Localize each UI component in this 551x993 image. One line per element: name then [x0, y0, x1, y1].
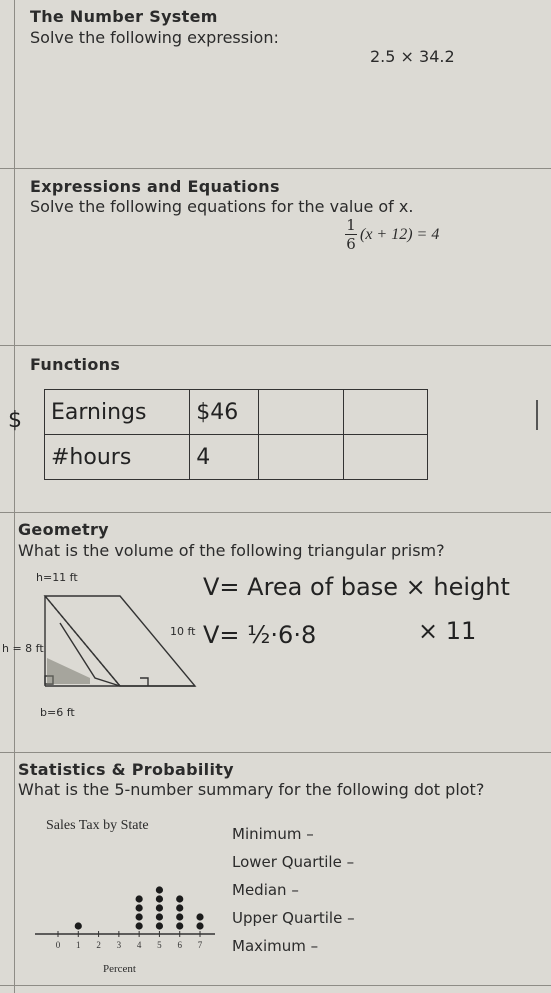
row-value-hours: 4 [190, 435, 259, 480]
bracket-mark [536, 400, 538, 430]
row-label-hours: #hours [45, 435, 190, 480]
fraction-numerator: 1 [346, 216, 356, 234]
statistics-question: What is the 5-number summary for the following dot plot? [18, 780, 485, 799]
data-dot [156, 913, 163, 920]
number-system-heading: The Number System [30, 7, 218, 26]
summary-median: Median – [232, 881, 299, 899]
geometry-heading: Geometry [18, 520, 109, 539]
data-dot [176, 922, 183, 929]
earnings-table [44, 389, 428, 480]
row-value-earnings: $46 [190, 390, 259, 435]
divider-4 [0, 752, 551, 753]
empty-cell[interactable] [343, 390, 427, 435]
data-dot [176, 895, 183, 902]
left-margin-line [14, 0, 15, 993]
data-dot [136, 904, 143, 911]
work-line-1: V= Area of base × height [203, 573, 510, 601]
geometry-question: What is the volume of the following triangular prism? [18, 541, 445, 560]
tick-label: 3 [116, 940, 122, 950]
dollar-marker: $ [8, 408, 22, 433]
label-base: b=6 ft [40, 706, 75, 719]
data-dot [156, 886, 163, 893]
data-dot [156, 904, 163, 911]
data-dot [136, 913, 143, 920]
tick-label: 4 [136, 940, 142, 950]
expressions-instruction: Solve the following equations for the value of x. [30, 197, 414, 216]
data-dot [75, 922, 82, 929]
data-dot [196, 922, 203, 929]
fraction-denominator: 6 [346, 235, 356, 253]
data-dot [156, 922, 163, 929]
tick-label: 1 [76, 940, 81, 950]
statistics-heading: Statistics & Probability [18, 760, 234, 779]
equation [345, 216, 439, 253]
five-number-summary [232, 820, 355, 960]
tick-label: 0 [55, 940, 61, 950]
label-left: h = 8 ft [2, 642, 44, 655]
data-dot [176, 913, 183, 920]
empty-cell[interactable] [259, 435, 343, 480]
functions-heading: Functions [30, 355, 121, 374]
label-slant: 10 ft [170, 625, 196, 638]
divider-2 [0, 345, 551, 346]
dot-plot-title: Sales Tax by State [46, 818, 149, 833]
work-line-2b: × 11 [418, 617, 477, 645]
tick-label: 2 [96, 940, 101, 950]
tick-label: 6 [177, 940, 182, 950]
dot-plot [30, 838, 230, 968]
divider-5 [0, 985, 551, 986]
data-dot [136, 895, 143, 902]
summary-maximum: Maximum – [232, 937, 319, 955]
data-dot [196, 913, 203, 920]
divider-1 [0, 168, 551, 169]
dot-plot-axis-label: Percent [103, 963, 136, 975]
table-row [45, 390, 428, 435]
number-system-expression: 2.5 × 34.2 [370, 47, 455, 66]
label-top: h=11 ft [36, 571, 78, 584]
work-line-2: V= ½·6·8 [203, 621, 317, 649]
data-dot [176, 904, 183, 911]
data-dot [136, 922, 143, 929]
tick-label: 7 [197, 940, 203, 950]
summary-upper-quartile: Upper Quartile – [232, 909, 355, 927]
empty-cell[interactable] [259, 390, 343, 435]
row-label-earnings: Earnings [45, 390, 190, 435]
summary-minimum: Minimum – [232, 825, 314, 843]
data-dot [156, 895, 163, 902]
tick-label: 5 [157, 940, 162, 950]
expressions-heading: Expressions and Equations [30, 177, 280, 196]
table-row [45, 435, 428, 480]
divider-3 [0, 512, 551, 513]
summary-lower-quartile: Lower Quartile – [232, 853, 355, 871]
number-system-instruction: Solve the following expression: [30, 28, 279, 47]
empty-cell[interactable] [343, 435, 427, 480]
equation-rest: (x + 12) = 4 [360, 225, 440, 243]
